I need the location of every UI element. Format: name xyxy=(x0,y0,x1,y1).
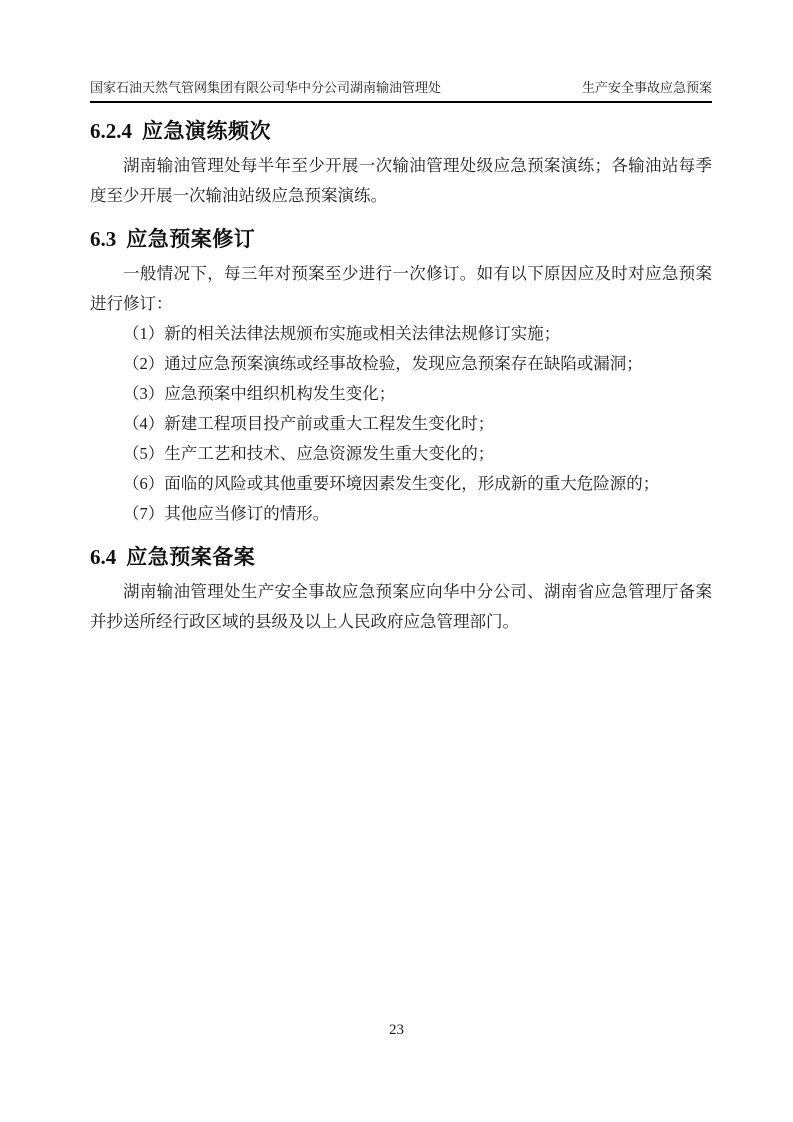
header-right-text: 生产安全事故应急预案 xyxy=(581,80,712,95)
heading-number: 6.2.4 xyxy=(90,119,132,143)
section-heading-6-2-4 xyxy=(90,117,712,145)
list-item: （4）新建工程项目投产前或重大工程发生变化时； xyxy=(123,414,495,433)
heading-title: 应急预案备案 xyxy=(126,545,256,569)
section-heading-6-4 xyxy=(90,543,712,571)
body-paragraph: 一般情况下，每三年对预案至少进行一次修订。如有以下原因应及时对应急预案进行修订： xyxy=(90,264,712,313)
page-header xyxy=(90,80,712,103)
list-item: （6）面临的风险或其他重要环境因素发生变化，形成新的重大危险源的； xyxy=(123,474,660,493)
body-paragraph: 湖南输油管理处生产安全事故应急预案应向华中分公司、湖南省应急管理厅备案并抄送所经行政区域的县级及以上人民政府应急管理部门。 xyxy=(90,582,712,631)
list-item: （2）通过应急预案演练或经事故检验，发现应急预案存在缺陷或漏洞； xyxy=(123,354,643,373)
heading-title: 应急预案修订 xyxy=(126,227,256,251)
header-left-text: 国家石油天然气管网集团有限公司华中分公司湖南输油管理处 xyxy=(90,80,442,95)
page-number: 23 xyxy=(389,1022,404,1038)
heading-number: 6.3 xyxy=(90,227,117,251)
revision-reasons-list xyxy=(90,319,712,529)
list-item: （5）生产工艺和技术、应急资源发生重大变化的； xyxy=(123,444,495,463)
section-6-4 xyxy=(90,543,712,637)
list-item: （3）应急预案中组织机构发生变化； xyxy=(123,384,396,403)
page-footer xyxy=(0,1022,793,1039)
list-item: （7）其他应当修订的情形。 xyxy=(123,504,330,523)
section-heading-6-3 xyxy=(90,225,712,253)
heading-number: 6.4 xyxy=(90,545,117,569)
heading-title: 应急演练频次 xyxy=(142,119,271,143)
section-6-3 xyxy=(90,225,712,529)
section-6-2-4 xyxy=(90,117,712,211)
list-item: （1）新的相关法律法规颁布实施或相关法律法规修订实施； xyxy=(123,324,561,343)
page-content xyxy=(90,80,712,637)
body-paragraph: 湖南输油管理处每半年至少开展一次输油管理处级应急预案演练；各输油站每季度至少开展一次输油站级应急预案演练。 xyxy=(90,156,712,205)
